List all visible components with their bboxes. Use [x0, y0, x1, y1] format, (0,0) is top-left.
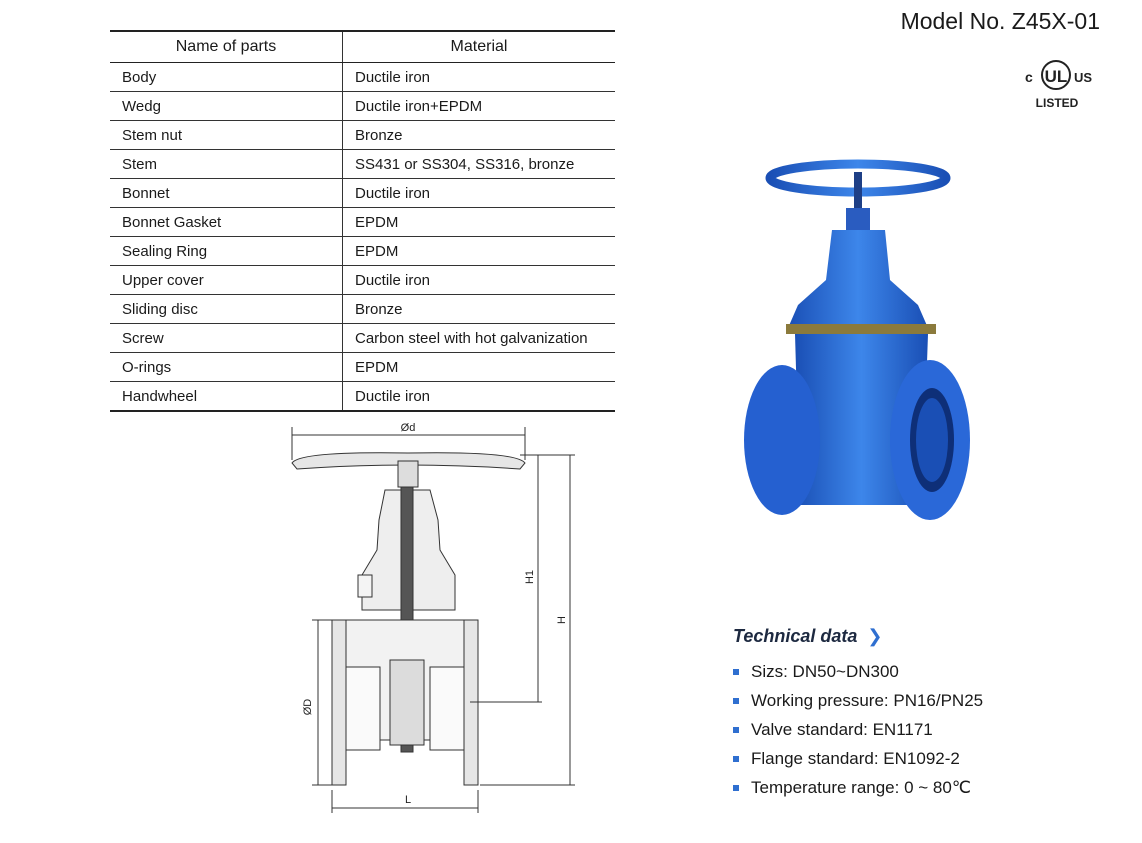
- chevron-right-icon: ❯: [867, 626, 883, 646]
- valve-product-photo: [740, 150, 990, 580]
- material-cell: Ductile iron: [343, 63, 616, 92]
- material-cell: EPDM: [343, 237, 616, 266]
- material-cell: SS431 or SS304, SS316, bronze: [343, 150, 616, 179]
- material-cell: Ductile iron+EPDM: [343, 92, 616, 121]
- part-name-cell: Wedg: [110, 92, 343, 121]
- material-cell: Bronze: [343, 121, 616, 150]
- part-name-cell: Handwheel: [110, 382, 343, 412]
- list-item: [733, 773, 983, 802]
- technical-data-section: [733, 626, 983, 802]
- part-name-cell: Stem nut: [110, 121, 343, 150]
- table-row: [110, 266, 615, 295]
- material-cell: Ductile iron: [343, 382, 616, 412]
- part-name-cell: Upper cover: [110, 266, 343, 295]
- part-name-cell: Sliding disc: [110, 295, 343, 324]
- dim-D-label: ØD: [302, 698, 314, 716]
- technical-data-text: Working pressure: PN16/PN25: [751, 690, 984, 710]
- dim-H-label: H: [556, 616, 568, 624]
- table-row: [110, 92, 615, 121]
- table-row: [110, 208, 615, 237]
- material-cell: EPDM: [343, 353, 616, 382]
- technical-data-text: Sizs: DN50~DN300: [751, 661, 899, 681]
- part-name-cell: Body: [110, 63, 343, 92]
- material-cell: Ductile iron: [343, 266, 616, 295]
- header-name-of-parts: Name of parts: [110, 31, 343, 63]
- bullet-square-icon: [733, 756, 739, 762]
- model-number: Model No. Z45X-01: [900, 8, 1100, 34]
- technical-data-text: Valve standard: EN1171: [751, 719, 933, 739]
- table-header-row: [110, 31, 615, 63]
- dim-d-label: Ød: [400, 422, 416, 434]
- part-name-cell: Screw: [110, 324, 343, 353]
- ul-listed-mark: [1022, 54, 1102, 114]
- dim-H1-label: H1: [524, 569, 536, 585]
- bullet-square-icon: [733, 669, 739, 675]
- dim-L-label: L: [404, 794, 412, 806]
- part-name-cell: Sealing Ring: [110, 237, 343, 266]
- ul-mark-text: UL: [1044, 67, 1068, 86]
- material-cell: Ductile iron: [343, 179, 616, 208]
- list-item: [733, 686, 983, 715]
- table-row: [110, 121, 615, 150]
- bullet-square-icon: [733, 698, 739, 704]
- ul-c-text: c: [1025, 69, 1033, 85]
- part-name-cell: Stem: [110, 150, 343, 179]
- valve-cross-section-drawing: [280, 415, 590, 815]
- table-row: [110, 179, 615, 208]
- technical-data-title: Technical data: [733, 626, 858, 646]
- table-row: [110, 63, 615, 92]
- ul-us-text: US: [1074, 70, 1093, 85]
- technical-data-heading: [733, 626, 983, 647]
- ul-listed-text: LISTED: [1035, 96, 1079, 110]
- list-item: [733, 657, 983, 686]
- table-row: [110, 324, 615, 353]
- part-name-cell: Bonnet: [110, 179, 343, 208]
- material-cell: Bronze: [343, 295, 616, 324]
- material-cell: EPDM: [343, 208, 616, 237]
- table-row: [110, 382, 615, 412]
- table-row: [110, 295, 615, 324]
- material-cell: Carbon steel with hot galvanization: [343, 324, 616, 353]
- bullet-square-icon: [733, 785, 739, 791]
- list-item: [733, 744, 983, 773]
- technical-data-list: [733, 657, 983, 802]
- technical-data-text: Flange standard: EN1092-2: [751, 748, 960, 768]
- parts-material-table: [110, 30, 615, 412]
- table-row: [110, 353, 615, 382]
- part-name-cell: Bonnet Gasket: [110, 208, 343, 237]
- technical-data-text: Temperature range: 0 ~ 80℃: [751, 777, 971, 797]
- table-row: [110, 150, 615, 179]
- bullet-square-icon: [733, 727, 739, 733]
- table-row: [110, 237, 615, 266]
- part-name-cell: O-rings: [110, 353, 343, 382]
- list-item: [733, 715, 983, 744]
- header-material: Material: [343, 31, 616, 63]
